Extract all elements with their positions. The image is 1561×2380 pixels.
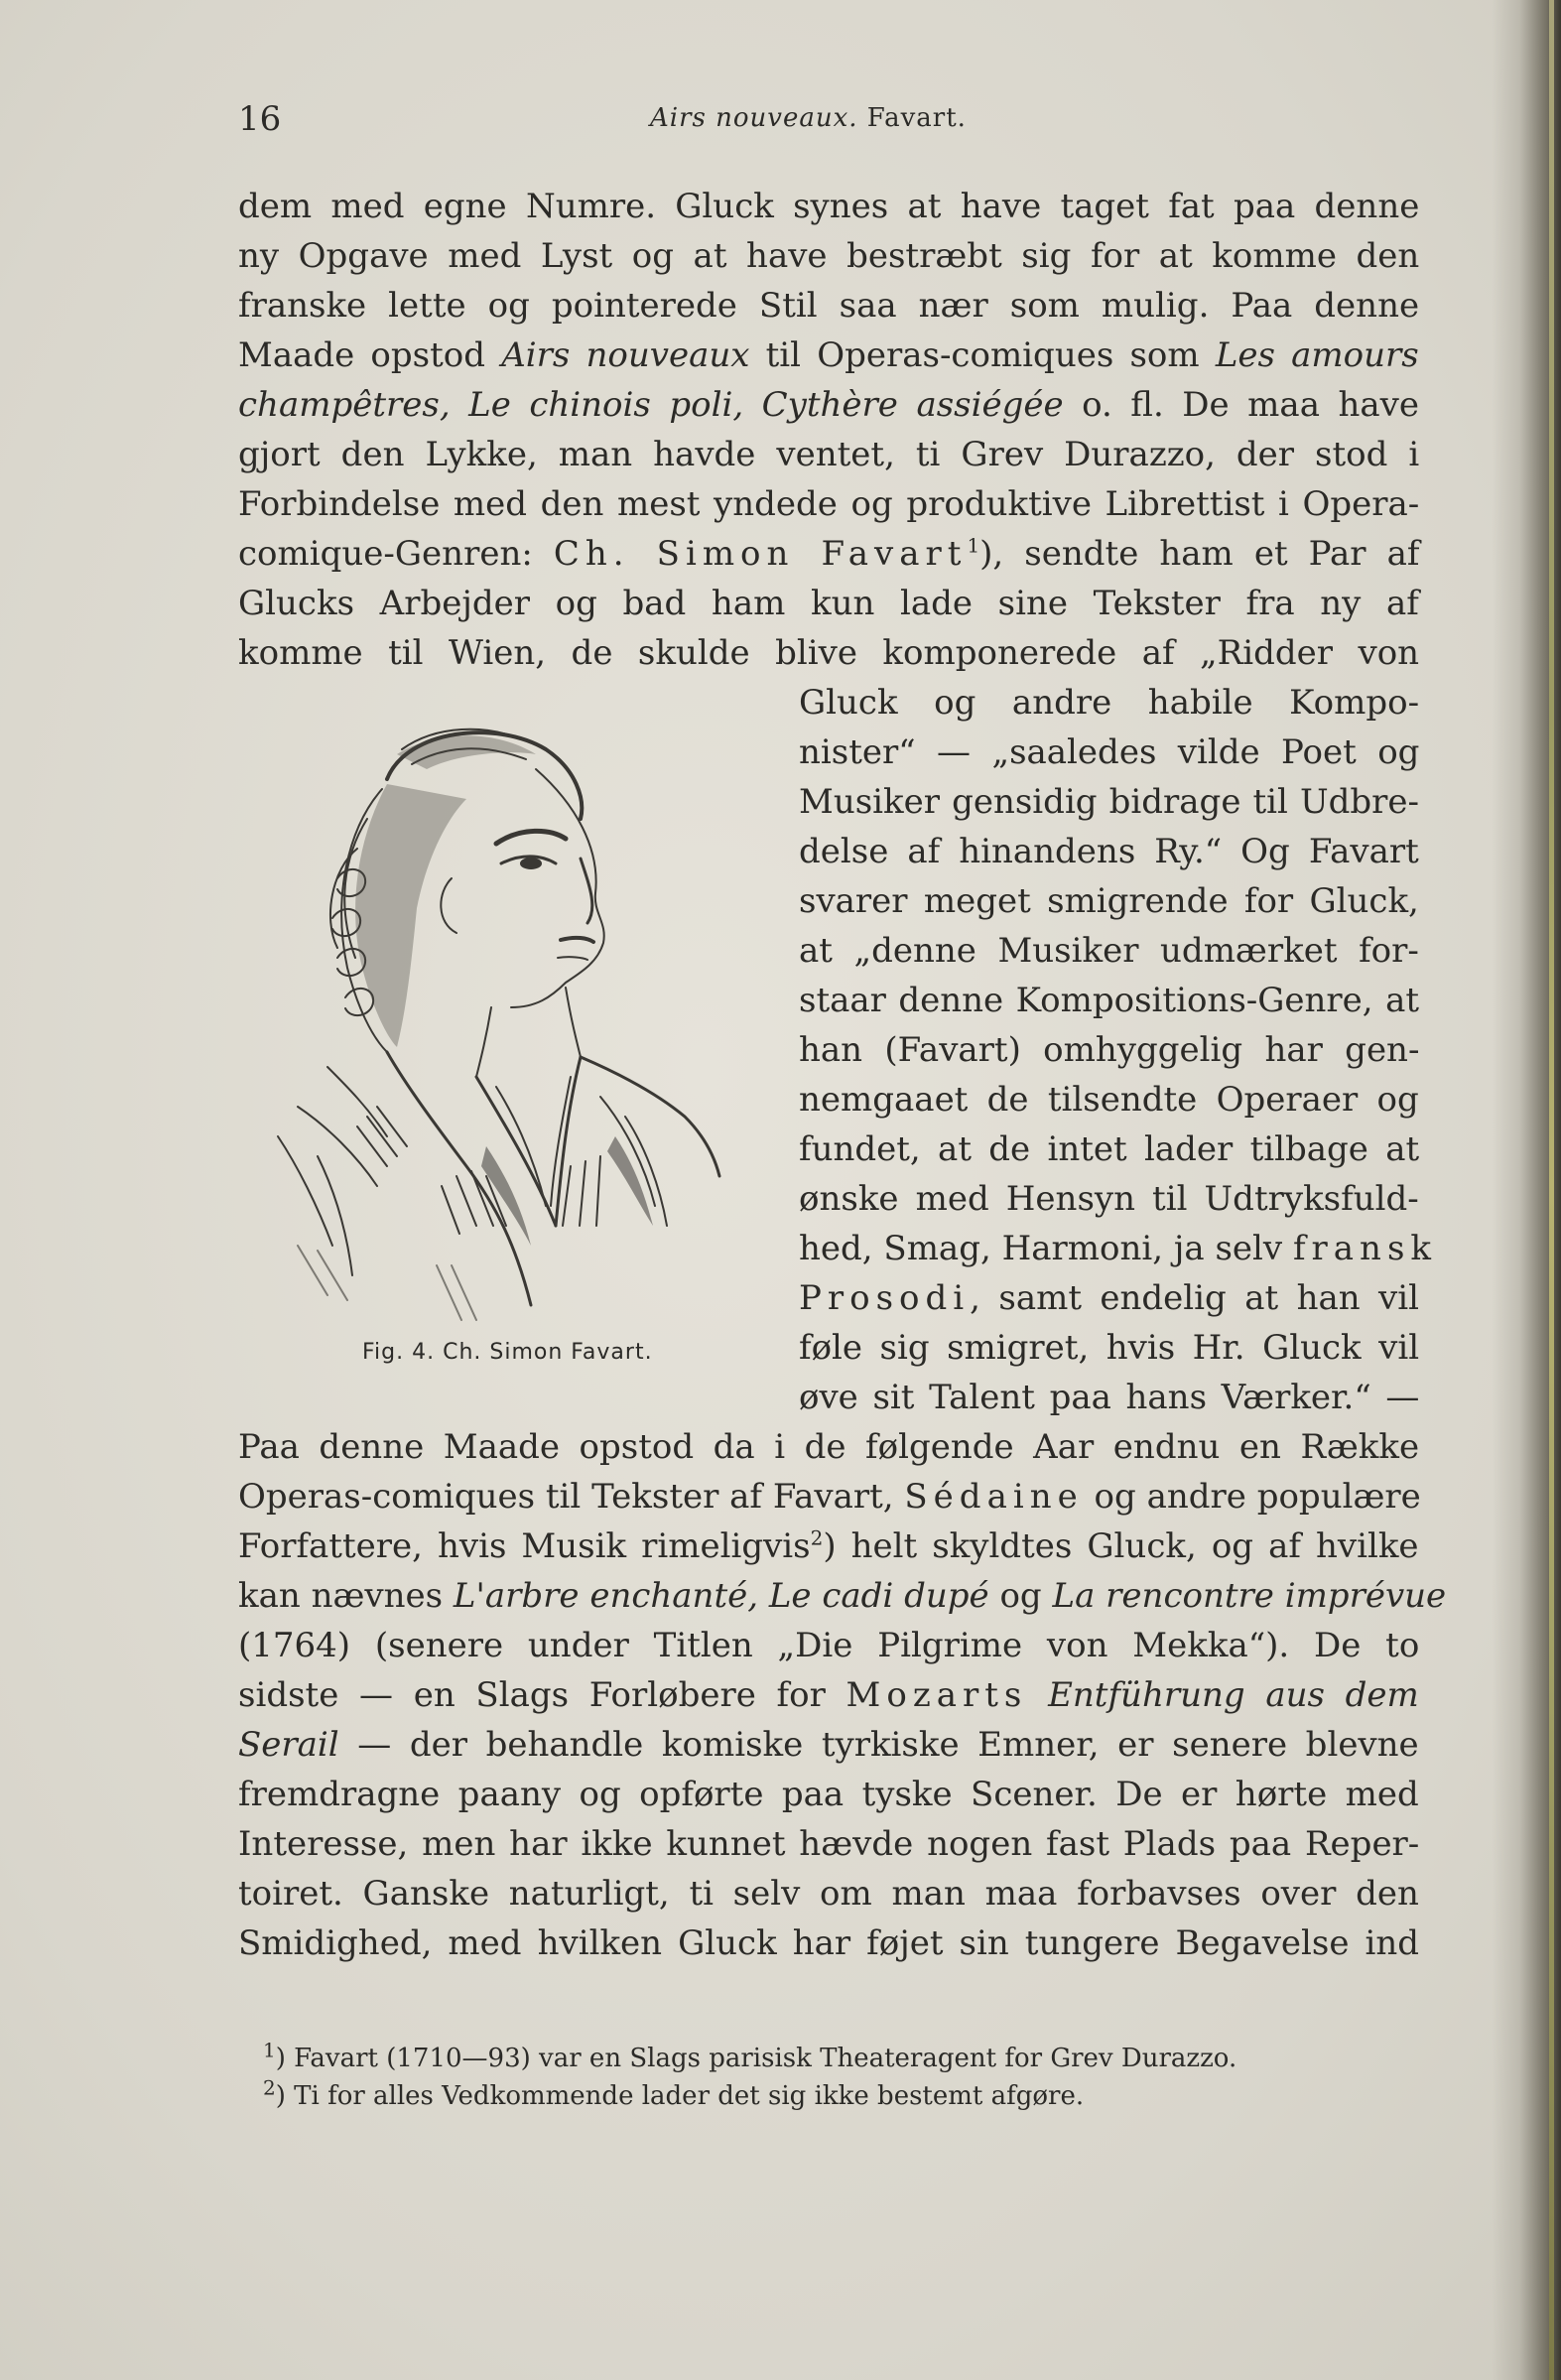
text-fragment: til Operas-comiques som xyxy=(749,335,1216,375)
text-fragment: hed, Smag, Harmoni, ja selv xyxy=(799,1229,1293,1268)
text-span xyxy=(799,1224,1437,1273)
text-line xyxy=(799,1124,1419,1174)
figure-caption: Fig. 4. Ch. Simon Favart. xyxy=(362,1340,653,1365)
footnote xyxy=(263,2040,1404,2077)
italic-title: Serail xyxy=(238,1725,339,1765)
text-line xyxy=(238,1571,1447,1621)
text-span: (1764) (senere under Titlen „Die Pilgrime von Mekka“). De to xyxy=(238,1626,1420,1665)
running-head xyxy=(650,103,967,133)
text-line xyxy=(238,380,1419,430)
italic-title: La rencontre imprévue xyxy=(1052,1576,1447,1616)
text-line xyxy=(799,876,1419,926)
text-span: føle sig smigret, hvis Hr. Gluck vil xyxy=(799,1328,1420,1368)
text-span: Glucks Arbejder og bad ham kun lade sine Tekster fra ny af xyxy=(238,584,1419,623)
italic-title: Entführung aus dem xyxy=(1048,1675,1419,1715)
text-line xyxy=(238,1521,1419,1571)
text-fragment xyxy=(1027,1675,1048,1715)
text-line xyxy=(238,1918,1419,1968)
portrait-figure xyxy=(238,710,759,1345)
text-span: staar denne Kompositions-Genre, at xyxy=(799,981,1420,1020)
text-span xyxy=(799,1273,1419,1323)
spaced-name: Sédaine xyxy=(904,1477,1084,1517)
running-head-title: Airs nouveaux. xyxy=(650,103,858,133)
text-fragment: og andre populære xyxy=(1083,1477,1421,1517)
text-line xyxy=(799,926,1419,976)
text-line xyxy=(238,430,1419,479)
text-line xyxy=(799,1273,1419,1323)
footnotes xyxy=(263,2040,1404,2115)
italic-title: Les amours xyxy=(1215,335,1419,375)
text-span: Gluck og andre habile Kompo- xyxy=(799,683,1420,723)
text-span: Forbindelse med den mest yndede og produktive Librettist i Opera- xyxy=(238,484,1420,524)
spaced-word: fransk xyxy=(1292,1229,1437,1268)
text-span xyxy=(238,331,1419,380)
text-fragment: ) helt skyldtes Gluck, og af hvilke xyxy=(823,1526,1419,1566)
spaced-name: Mozarts xyxy=(846,1675,1028,1715)
text-line xyxy=(238,182,1419,231)
text-line xyxy=(799,1075,1419,1124)
text-line xyxy=(238,1422,1419,1472)
text-fragment: ), sendte ham et Par af xyxy=(979,534,1420,574)
italic-title: Airs nouveaux xyxy=(501,335,750,375)
text-span: ønske med Hensyn til Udtryksfuld- xyxy=(799,1179,1419,1219)
text-line xyxy=(238,529,1419,579)
footnote-mark: 1 xyxy=(263,2038,276,2062)
text-span xyxy=(238,1521,1419,1571)
text-fragment: sidste — en Slags Forløbere for xyxy=(238,1675,846,1715)
text-span: toiret. Ganske naturligt, ti selv om man maa forbavses over den xyxy=(238,1874,1419,1914)
text-line xyxy=(238,1670,1419,1720)
book-spine-edge xyxy=(1492,0,1561,2380)
text-line xyxy=(799,678,1419,727)
text-span: svarer meget smigrende for Gluck, xyxy=(799,881,1419,921)
text-span xyxy=(238,1571,1446,1621)
italic-title: champêtres, Le chinois poli, Cythère assiégée xyxy=(238,385,1064,425)
text-span: Smidighed, med hvilken Gluck har føjet sin tungere Begavelse ind xyxy=(238,1923,1420,1963)
text-fragment: Operas-comiques til Tekster af Favart, xyxy=(238,1477,905,1517)
text-fragment: Forfattere, hvis Musik rimeligvis xyxy=(238,1526,811,1566)
text-span: Interesse, men har ikke kunnet hævde nogen fast Plads paa Reper- xyxy=(238,1824,1420,1864)
text-span: nister“ — „saaledes vilde Poet og xyxy=(799,732,1420,772)
text-fragment: Maade opstod xyxy=(238,335,502,375)
text-line xyxy=(238,1621,1419,1670)
text-line xyxy=(238,479,1419,529)
text-line xyxy=(238,579,1419,628)
text-span xyxy=(238,1472,1421,1521)
footnote-mark: 2 xyxy=(263,2075,276,2100)
text-line xyxy=(238,331,1419,380)
text-line xyxy=(799,1174,1419,1224)
text-fragment: og xyxy=(988,1576,1053,1616)
text-line xyxy=(238,1720,1419,1770)
text-line xyxy=(799,1025,1419,1075)
text-line xyxy=(238,1869,1419,1918)
text-line xyxy=(799,1224,1437,1273)
text-fragment: — der behandle komiske tyrkiske Emner, er senere blevne xyxy=(338,1725,1419,1765)
page-header xyxy=(238,99,1449,139)
footnote-ref: 2 xyxy=(810,1525,824,1550)
text-span: øve sit Talent paa hans Værker.“ — xyxy=(799,1378,1420,1417)
text-span: franske lette og pointerede Stil saa nær som mulig. Paa denne xyxy=(238,286,1420,326)
text-span: ny Opgave med Lyst og at have bestræbt sig for at komme den xyxy=(238,236,1420,276)
text-span: Paa denne Maade opstod da i de følgende Aar endnu en Række xyxy=(238,1427,1420,1467)
text-line xyxy=(238,1472,1419,1521)
page-number: 16 xyxy=(238,99,282,139)
text-line xyxy=(238,231,1419,281)
footnote-text: ) Ti for alles Vedkommende lader det sig ikke bestemt afgøre. xyxy=(275,2081,1085,2111)
text-line xyxy=(238,1770,1419,1819)
spaced-word: Prosodi xyxy=(799,1278,971,1318)
text-span: fundet, at de intet lader tilbage at xyxy=(799,1129,1420,1169)
text-line xyxy=(238,1819,1419,1869)
text-fragment: kan nævnes xyxy=(238,1576,454,1616)
text-line xyxy=(238,628,1419,678)
running-head-author: Favart. xyxy=(866,103,967,133)
spaced-name: Ch. Simon Favart xyxy=(553,534,968,574)
text-span: komme til Wien, de skulde blive komponerede af „Ridder von xyxy=(238,633,1420,673)
text-line xyxy=(799,1323,1419,1373)
portrait-engraving xyxy=(238,710,759,1345)
text-span: gjort den Lykke, man havde ventet, ti Grev Durazzo, der stod i xyxy=(238,435,1420,474)
text-line xyxy=(799,777,1419,827)
text-fragment: comique-Genren: xyxy=(238,534,554,574)
text-span xyxy=(238,380,1419,430)
footnote-ref: 1 xyxy=(967,533,980,558)
text-span: dem med egne Numre. Gluck synes at have taget fat paa denne xyxy=(238,187,1420,226)
text-fragment: , samt endelig at han vil xyxy=(970,1278,1419,1318)
text-span: at „denne Musiker udmærket for- xyxy=(799,931,1419,971)
text-line xyxy=(799,976,1419,1025)
text-span: nemgaaet de tilsendte Operaer og xyxy=(799,1080,1419,1120)
text-line xyxy=(799,727,1419,777)
text-span xyxy=(238,529,1419,579)
footnote-text: ) Favart (1710—93) var en Slags parisisk Theateragent for Grev Durazzo. xyxy=(275,2044,1237,2073)
text-span: han (Favart) omhyggelig har gen- xyxy=(799,1030,1420,1070)
italic-title: L'arbre enchanté, Le cadi dupé xyxy=(453,1576,989,1616)
text-fragment: o. fl. De maa have xyxy=(1063,385,1419,425)
text-span: Musiker gensidig bidrage til Udbre- xyxy=(799,782,1420,822)
text-span xyxy=(238,1670,1419,1720)
text-span: fremdragne paany og opførte paa tyske Scener. De er hørte med xyxy=(238,1775,1419,1814)
text-span xyxy=(238,1720,1419,1770)
footnote xyxy=(263,2077,1404,2115)
text-line xyxy=(799,1373,1419,1422)
text-line xyxy=(238,281,1419,331)
text-span: delse af hinandens Ry.“ Og Favart xyxy=(799,832,1419,871)
text-line xyxy=(799,827,1419,876)
